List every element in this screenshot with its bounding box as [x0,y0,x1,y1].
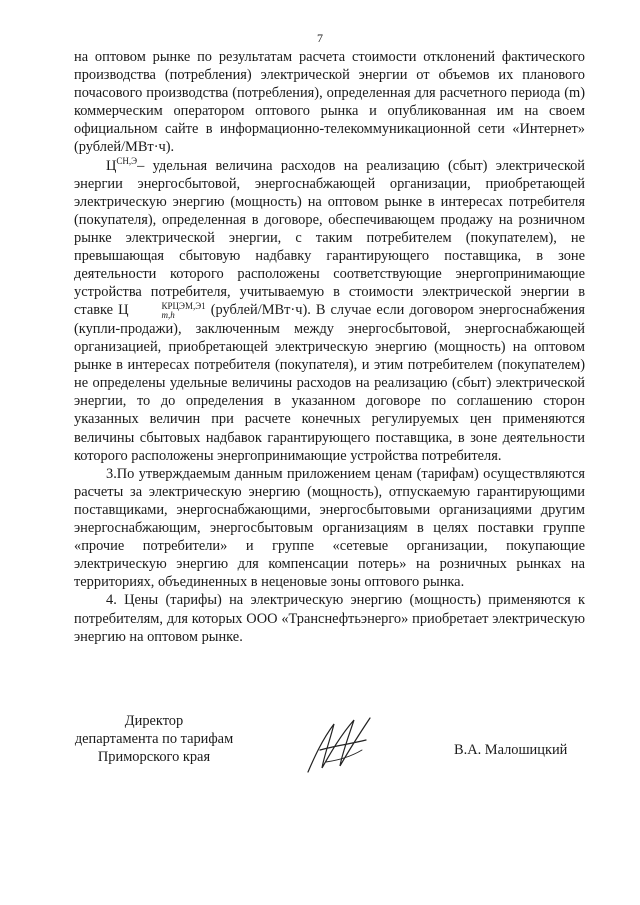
signatory-title-line: Приморского края [97,749,211,765]
signatory-title-line: департамента по тарифам [74,731,234,747]
signatory-title-line: Директор [124,713,184,729]
paragraph-continuation: на оптовом рынке по результатам расчета стоимости отклонений фактического производства (потребления) электрической энергии от объемов их планового почасового производства (потребления), определенная для расчетного периода (m) коммерческим оператором оптового рынка и опубликованная им на своем официальном сайте в информационно-телекоммуникационной сети «Интернет» (рублей/МВт·ч). [74,49,585,156]
document-body [74,48,585,646]
page-number: 7 [317,31,323,45]
signer-name: В.А. Малошицкий [454,742,568,758]
paragraph-item-3: 3.По утверждаемым данным приложением ценам (тарифам) осуществляются расчеты за электрическую энергию (мощность), отпускаемую гарантирующими поставщиками, энергоснабжающими, энергосбытовыми организациями другим энергоснабжающим, энергосбытовым организациям в целях поставки группе «прочие потребители» и группе «сетевые организации, покупающие электрическую энергию для компенсации потерь» на розничных рынках на территориях, объединенных в неценовые зоны оптового рынка. [74,465,585,591]
paragraph-item-4: 4. Цены (тарифы) на электрическую энергию (мощность) применяются к потребителям, для которых ООО «Транснефтьэнерго» приобретает электрическую энергию на оптовом рынке. [74,592,585,645]
formula-symbol-sales-cost: $Ц^{СН,Э}$ [106,155,138,174]
handwritten-signature [300,710,380,780]
formula-symbol-rate: Ц КРЦЭМ,Э1 m,h [118,301,206,320]
paragraph-sales-cost-definition: $Ц^{СН,Э}-$ удельная величина расходов на реализацию (сбыт) электрической энергии энергосбытовой, энергоснабжающей организации, приобретающей электрическую энергию (мощность) на оптовом рынке в интересах потребителя (покупателя), определенная в договоре, обеспечивающем продажу на розничном рынке электрической энергии, с таким потребителем (покупателем), не превышающая сбытовую надбавку гарантирующего поставщика, в зоне деятельности которого расположены соответствующие энергопринимающие устройства потребителя, учитываемую в стоимости электрической энергии в ставке Ц КРЦЭМ,Э1 m,h (рублей/МВт·ч). В случае если договором энергоснабжения (купли-продажи), заключенным между энергосбытовой, энергоснабжающей организацией, приобретающей электрическую энергию (мощность) на оптовом рынке в интересах потребителя (покупателя), и этим потребителем (покупателем) не определены удельные величины расходов на реализацию (сбыт) электрической энергии, то до определения в указанном договоре по соглашению сторон указанных величин при расчете конечных регулируемых цен применяются величины сбытовых надбавок гарантирующего поставщика, в зоне деятельности которого расположены энергопринимающие устройства потребителя. [74,155,585,464]
signatory-title [64,712,244,766]
